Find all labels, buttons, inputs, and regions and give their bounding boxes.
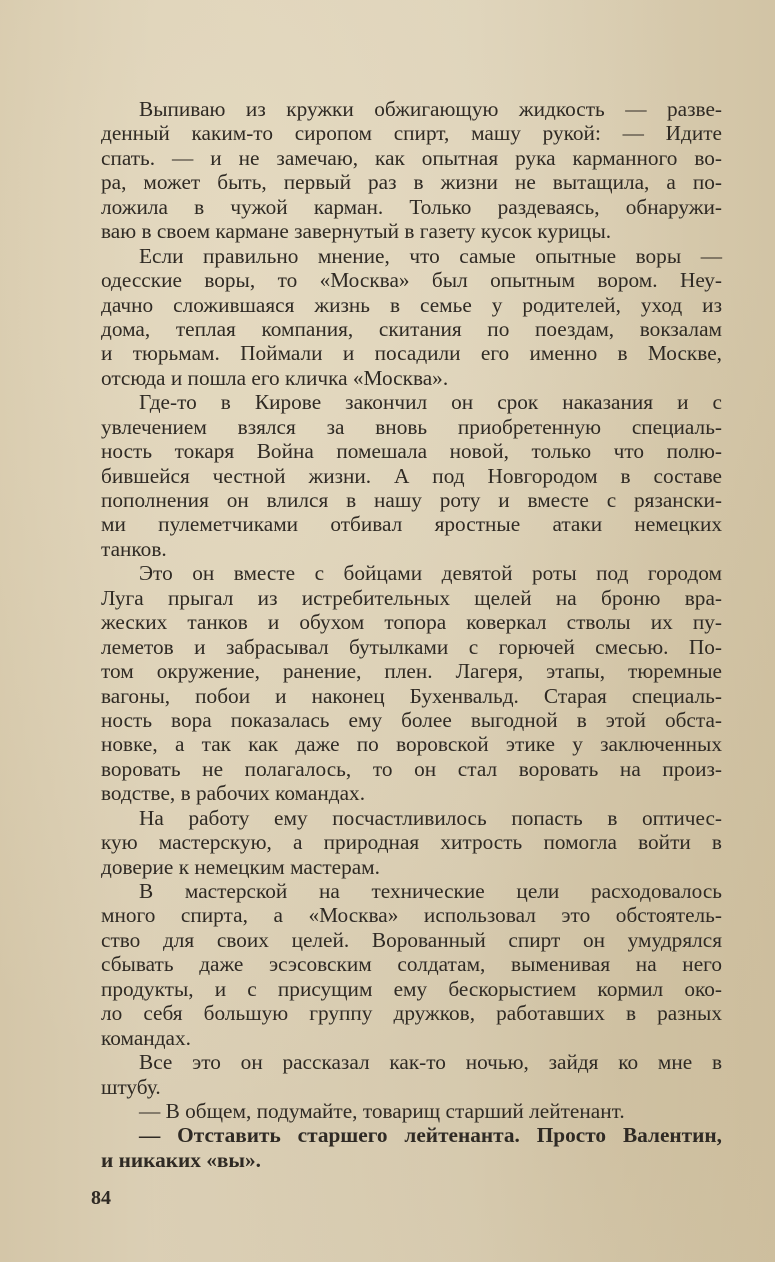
text-line: ность токаря Война помешала новой, только что полю- — [101, 439, 722, 464]
text-line: дома, теплая компания, скитания по поездам, вокзалам — [101, 316, 722, 341]
text-line: сбывать даже эсэсовским солдатам, выменивая на него — [101, 952, 722, 977]
text-line: танков. — [101, 536, 167, 561]
text-line: ло себя большую группу дружков, работавших в разных — [101, 1001, 722, 1026]
text-line: штубу. — [101, 1074, 161, 1099]
text-line: много спирта, а «Москва» использовал это обстоятель- — [101, 903, 722, 928]
text-line: дачно сложившаяся жизнь в семье у родителей, уход из — [101, 292, 722, 317]
page-number: 84 — [91, 1187, 111, 1209]
text-line: бившейся честной жизни. А под Новгородом в составе — [101, 463, 722, 488]
text-line: денный каким-то сиропом спирт, машу рукой: — Идите — [101, 121, 722, 146]
text-line: Все это он рассказал как-то ночью, зайдя ко мне в — [139, 1050, 722, 1075]
text-line: и никаких «вы». — [101, 1147, 261, 1172]
text-line: ность вора показалась ему более выгодной в этой обста- — [101, 707, 722, 732]
text-line: Луга прыгал из истребительных щелей на броню вра- — [101, 585, 722, 610]
text-line: водстве, в рабочих командах. — [101, 781, 366, 806]
text-line: спать. — и не замечаю, как опытная рука карманного во- — [101, 145, 722, 170]
text-line: ложила в чужой карман. Только раздеваясь, обнаружи- — [101, 194, 722, 219]
text-line: продукты, и с присущим ему бескорыстием кормил око- — [101, 976, 722, 1001]
text-line: Где-то в Кирове закончил он срок наказания и с — [139, 390, 722, 415]
text-line: воровать не полагалось, то он стал воровать на произ- — [101, 756, 722, 781]
text-line: — Отставить старшего лейтенанта. Просто Валентин, — [139, 1123, 722, 1148]
text-line: вагоны, побои и наконец Бухенвальд. Старая специаль- — [101, 683, 722, 708]
text-line: леметов и забрасывал бутылками с горючей смесью. По- — [101, 634, 722, 659]
text-line: ра, может быть, первый раз в жизни не вытащила, а по- — [101, 170, 722, 195]
text-line: новке, а так как даже по воровской этике у заключенных — [101, 732, 722, 757]
text-line: доверие к немецким мастерам. — [101, 854, 380, 879]
text-line: и тюрьмам. Поймали и посадили его именно в Москве, — [101, 341, 722, 366]
text-line: На работу ему посчастливилось попасть в оптичес- — [139, 805, 722, 830]
text-line: Это он вместе с бойцами девятой роты под городом — [139, 561, 722, 586]
text-line: В мастерской на технические цели расходовалось — [139, 879, 722, 903]
text-line: ваю в своем кармане завернутый в газету кусок курицы. — [101, 219, 612, 244]
text-line: командах. — [101, 1025, 191, 1050]
text-line: пополнения он влился в нашу роту и вместе с рязански- — [101, 488, 722, 512]
text-line: кую мастерскую, а природная хитрость помогла войти в — [101, 830, 722, 855]
text-line: жеских танков и обухом топора коверкал стволы их пу- — [101, 610, 722, 635]
page-body-text — [101, 97, 722, 1172]
text-line: ство для своих целей. Ворованный спирт он умудрялся — [101, 927, 722, 952]
text-line: отсюда и пошла его кличка «Москва». — [101, 365, 449, 390]
text-line: ми пулеметчиками отбивал яростные атаки немецких — [101, 512, 722, 537]
text-line: том окружение, ранение, плен. Лагеря, этапы, тюремные — [101, 659, 722, 684]
text-line: одесские воры, то «Москва» был опытным вором. Неу- — [101, 268, 722, 293]
text-line: Выпиваю из кружки обжигающую жидкость — разве- — [139, 97, 722, 121]
text-line: Если правильно мнение, что самые опытные воры — — [139, 243, 722, 268]
text-line: увлечением взялся за вновь приобретенную специаль- — [101, 414, 722, 439]
text-line: — В общем, подумайте, товарищ старший лейтенант. — [139, 1098, 625, 1123]
